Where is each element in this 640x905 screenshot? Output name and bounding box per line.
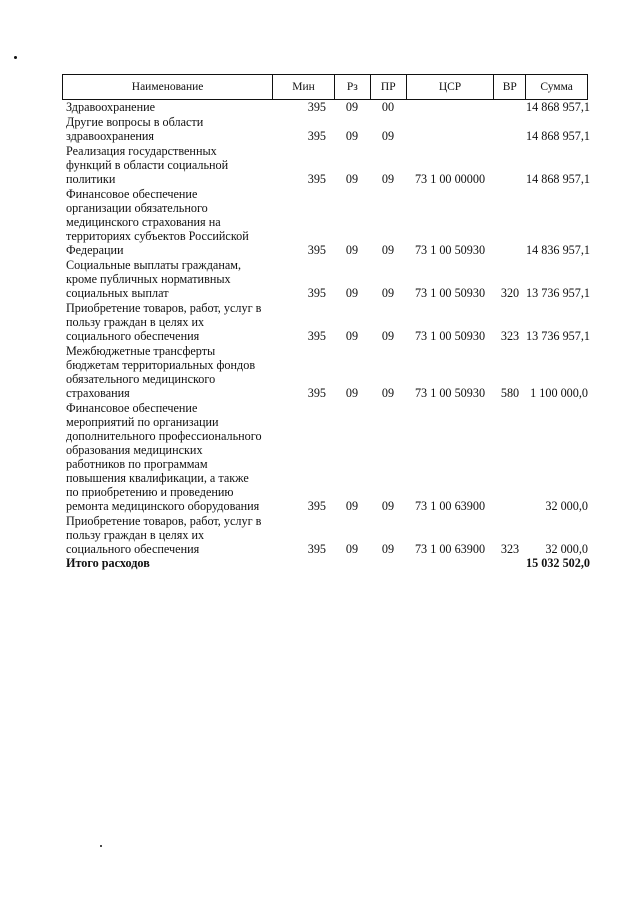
row-name: Здравоохранение: [66, 100, 156, 114]
row-vr: 323: [500, 542, 520, 556]
row-rz: 09: [345, 329, 359, 343]
table-row: [62, 100, 588, 114]
header-min: Мин: [272, 75, 334, 99]
row-vr: 320: [500, 286, 520, 300]
table-row: [62, 401, 588, 513]
row-sum: 13 736 957,1: [526, 286, 590, 300]
row-csr: 73 1 00 63900: [414, 499, 486, 513]
row-pr: 09: [381, 129, 395, 143]
row-sum: 14 868 957,1: [526, 100, 590, 114]
row-min: 395: [307, 286, 326, 300]
scan-speck-mark: [14, 56, 17, 59]
table-row: [62, 514, 588, 556]
row-name: Межбюджетные трансферты бюджетам территориальных фондов обязательного медицинского страхования: [66, 344, 256, 400]
row-sum: 32 000,0: [545, 499, 588, 513]
row-min: 395: [307, 243, 326, 257]
total-row: [62, 556, 588, 570]
header-sum: Сумма: [525, 75, 587, 99]
row-rz: 09: [345, 542, 359, 556]
row-sum: 32 000,0: [545, 542, 588, 556]
row-rz: 09: [345, 172, 359, 186]
table-header: [62, 74, 588, 100]
row-rz: 09: [345, 286, 359, 300]
row-vr: 323: [500, 329, 520, 343]
header-csr: ЦСР: [406, 75, 494, 99]
row-name: Реализация государственных функций в области социальной политики: [66, 144, 229, 186]
table-row: [62, 115, 588, 143]
table-row: [62, 187, 588, 257]
header-vr: ВР: [493, 75, 525, 99]
row-name: Социальные выплаты гражданам, кроме публичных нормативных социальных выплат: [66, 258, 242, 300]
row-min: 395: [307, 542, 326, 556]
row-min: 395: [307, 172, 326, 186]
row-csr: 73 1 00 50930: [414, 243, 486, 257]
row-min: 395: [307, 100, 326, 114]
row-pr: 09: [381, 243, 395, 257]
row-name: Другие вопросы в области здравоохранения: [66, 115, 204, 143]
row-pr: 00: [381, 100, 395, 114]
row-csr: 73 1 00 50930: [414, 386, 486, 400]
table-row: [62, 344, 588, 400]
row-sum: 14 836 957,1: [526, 243, 590, 257]
row-rz: 09: [345, 386, 359, 400]
row-pr: 09: [381, 286, 395, 300]
row-min: 395: [307, 499, 326, 513]
row-min: 395: [307, 329, 326, 343]
header-rz: Рз: [334, 75, 370, 99]
total-label: Итого расходов: [66, 556, 150, 570]
row-name: Приобретение товаров, работ, услуг в пользу граждан в целях их социального обеспечения: [66, 514, 262, 556]
table-body: [62, 100, 588, 570]
total-sum: 15 032 502,0: [526, 556, 590, 570]
row-rz: 09: [345, 100, 359, 114]
row-pr: 09: [381, 172, 395, 186]
row-pr: 09: [381, 386, 395, 400]
table-row: [62, 144, 588, 186]
row-name: Финансовое обеспечение мероприятий по организации дополнительного профессионального образования медицинских работников по программам повышения квалификации, а также по приобретению и проведению ремонта медицинского оборудования: [66, 401, 262, 513]
row-name: Приобретение товаров, работ, услуг в пользу граждан в целях их социального обеспечения: [66, 301, 262, 343]
header-name: Наименование: [131, 81, 204, 93]
row-pr: 09: [381, 542, 395, 556]
row-rz: 09: [345, 243, 359, 257]
row-min: 395: [307, 386, 326, 400]
table-row: [62, 301, 588, 343]
table-row: [62, 258, 588, 300]
row-sum: 13 736 957,1: [526, 329, 590, 343]
row-sum: 1 100 000,0: [530, 386, 588, 400]
row-rz: 09: [345, 499, 359, 513]
row-vr: 580: [500, 386, 520, 400]
row-min: 395: [307, 129, 326, 143]
row-csr: 73 1 00 00000: [414, 172, 486, 186]
row-pr: 09: [381, 329, 395, 343]
header-pr: ПР: [370, 75, 406, 99]
row-csr: 73 1 00 63900: [414, 542, 486, 556]
row-pr: 09: [381, 499, 395, 513]
row-rz: 09: [345, 129, 359, 143]
row-csr: 73 1 00 50930: [414, 329, 486, 343]
row-sum: 14 868 957,1: [526, 172, 590, 186]
scan-speck-mark: [100, 845, 102, 847]
row-name: Финансовое обеспечение организации обязательного медицинского страхования на территориях субъектов Российской Федерации: [66, 187, 249, 257]
row-sum: 14 868 957,1: [526, 129, 590, 143]
row-csr: 73 1 00 50930: [414, 286, 486, 300]
